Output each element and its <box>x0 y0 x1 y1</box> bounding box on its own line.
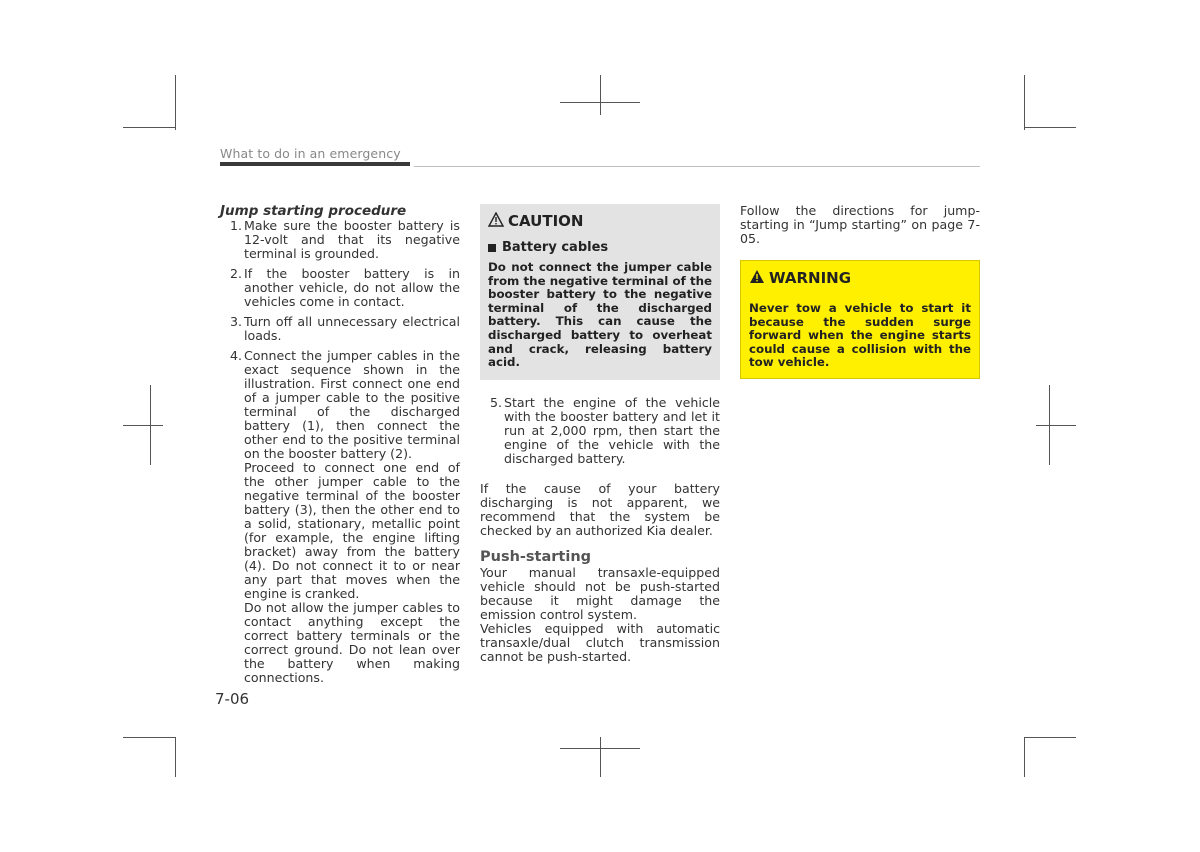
jump-start-heading: Jump starting procedure <box>220 203 407 219</box>
battery-discharge-paragraph: If the cause of your battery discharging is not apparent, we recommend that the system be checked by an authorized Kia dealer. <box>480 480 720 538</box>
step-text: Turn off all unnecessary electrical loads. <box>244 314 460 343</box>
step-number: 1. <box>230 218 243 233</box>
caution-subtitle-text: Battery cables <box>502 240 609 255</box>
step-text: Start the engine of the vehicle with the booster battery and let it run at 2,000 rpm, then start the engine of the vehicle with the discharged battery. <box>504 394 720 466</box>
column-middle <box>480 204 720 664</box>
caution-title <box>488 212 712 229</box>
push-starting-paragraph: Vehicles equipped with automatic transaxle/dual clutch transmission cannot be push-started. <box>480 620 720 664</box>
crop-mark <box>1024 737 1076 738</box>
caution-body: Do not connect the jumper cable from the negative terminal of the booster battery to the negative terminal of the discharged battery. This can cause the discharged battery to overheat and crack, releasing battery acid. <box>488 260 712 370</box>
crop-mark <box>123 127 175 128</box>
crop-mark <box>560 748 640 749</box>
warning-title-text: WARNING <box>769 268 852 287</box>
list-item <box>220 267 460 309</box>
list-item <box>480 396 720 466</box>
step-text: Make sure the booster battery is 12-volt and that its negative terminal is grounded. <box>244 218 460 261</box>
crop-mark <box>600 737 601 777</box>
step-number: 2. <box>230 266 243 281</box>
crop-mark <box>123 737 175 738</box>
crop-mark <box>600 75 601 115</box>
push-starting-paragraph: Your manual transaxle-equipped vehicle should not be push-started because it might damage the emission control system. <box>480 564 720 622</box>
crop-mark <box>175 75 176 130</box>
crop-mark <box>1024 737 1025 777</box>
warning-triangle-icon <box>749 269 769 286</box>
step-text-continued: Proceed to connect one end of the other jumper cable to the negative terminal of the booster battery (3), then the other end to a solid, stationary, metallic point (for example, the engine lifting bracket) away from the battery (4). Do not connect it to or near any part that moves when the engine is cranked. <box>244 460 460 601</box>
caution-title-text: CAUTION <box>508 211 584 230</box>
caution-box <box>480 204 720 380</box>
list-item <box>220 219 460 261</box>
step-text: Connect the jumper cables in the exact sequence shown in the illustration. First connect one end of a jumper cable to the positive terminal of the discharged battery (1), then connect the other end to the positive terminal on the booster battery (2). <box>244 348 460 461</box>
crop-mark <box>123 425 163 426</box>
warning-box <box>740 260 980 379</box>
square-bullet-icon <box>488 244 496 252</box>
warning-triangle-icon <box>488 212 508 229</box>
step-number: 3. <box>230 314 243 329</box>
crop-mark <box>1036 425 1076 426</box>
step-number: 4. <box>230 348 243 363</box>
crop-mark <box>560 102 640 103</box>
list-item <box>220 349 460 685</box>
step-number: 5. <box>490 394 503 410</box>
caution-subtitle <box>488 241 712 255</box>
crop-mark <box>1024 127 1076 128</box>
crop-mark <box>1024 75 1025 130</box>
crop-mark <box>175 737 176 777</box>
warning-title <box>749 269 971 286</box>
push-starting-heading: Push-starting <box>480 548 592 565</box>
warning-body: Never tow a vehicle to start it because the sudden surge forward when the engine starts could cause a collision with the tow vehicle. <box>749 301 971 370</box>
page-number: 7-06 <box>215 690 250 708</box>
jump-start-steps <box>220 219 460 685</box>
step-text: If the booster battery is in another vehicle, do not allow the vehicles come in contact. <box>244 266 460 309</box>
jump-start-reference: Follow the directions for jump-starting in “Jump starting” on page 7-05. <box>740 203 980 246</box>
header-rule <box>220 162 410 166</box>
column-right <box>740 204 980 379</box>
section-header: What to do in an emergency <box>220 146 401 161</box>
step-text-continued: Do not allow the jumper cables to contact anything except the correct battery terminals or the correct ground. Do not lean over the battery when making connections. <box>244 600 460 685</box>
list-item <box>220 315 460 343</box>
column-left <box>220 204 460 691</box>
header-divider <box>414 166 980 167</box>
